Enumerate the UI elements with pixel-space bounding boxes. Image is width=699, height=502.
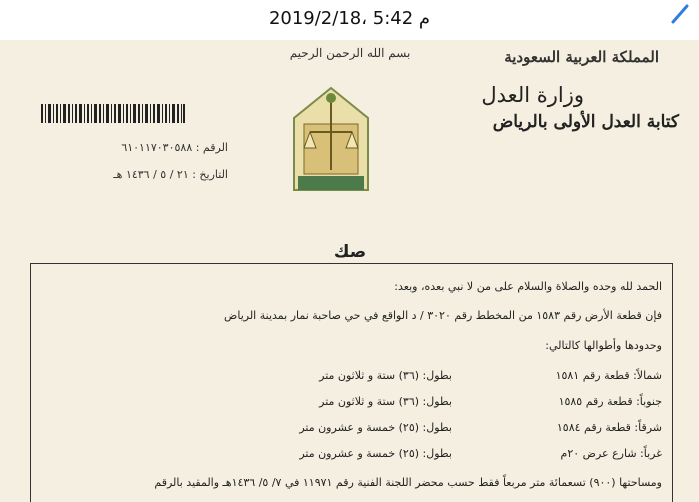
deed-intro: الحمد لله وحده والصلاة والسلام على من لا نبي بعده، وبعد: xyxy=(394,280,662,293)
bound-direction-west: غرباً: شارع عرض ٢٠م xyxy=(560,447,662,460)
deed-bounds-intro: وحدودها وأطوالها كالتالي: xyxy=(545,339,662,352)
bound-direction-south: جنوباً: قطعة رقم ١٥٨٥ xyxy=(558,395,662,408)
bound-direction-north: شمالاً: قطعة رقم ١٥٨١ xyxy=(555,369,662,382)
deed-area: ومساحتها (٩٠٠) تسعمائة متر مربعاً فقط حسب محضر اللجنة الفنية رقم ١١٩٧١ في ٧/ ٥/ ١٤٣٦هـ والمقيد بالرقم xyxy=(154,476,662,489)
reference-number: الرقم : ٦١٠١١٧٠٣٠٥٨٨ xyxy=(121,141,228,154)
deed-body-box xyxy=(30,263,673,502)
ministry-heading: وزارة العدل xyxy=(481,83,584,107)
status-bar xyxy=(0,0,699,41)
bound-length-west: بطول: (٢٥) خمسة و عشرون متر xyxy=(299,447,452,460)
office-heading: كتابة العدل الأولى بالرياض xyxy=(492,112,679,132)
bound-length-south: بطول: (٣٦) ستة و ثلاثون متر xyxy=(319,395,452,408)
deed-document xyxy=(0,40,699,502)
deed-parcel: فإن قطعة الأرض رقم ١٥٨٣ من المخطط رقم ٣٠٢٠ / د الواقع في حي صاحبة نمار بمدينة الرياض xyxy=(224,309,662,322)
kingdom-heading: المملكة العربية السعودية xyxy=(504,48,659,66)
deed-title: صك xyxy=(333,242,367,262)
basmala: بسم الله الرحمن الرحيم xyxy=(289,46,411,60)
bound-direction-east: شرقاً: قطعة رقم ١٥٨٤ xyxy=(556,421,662,434)
document-date: التاريخ : ٢١ / ٥ / ١٤٣٦ هـ xyxy=(113,168,228,181)
ministry-of-justice-emblem-icon xyxy=(272,78,390,196)
pencil-icon[interactable] xyxy=(669,2,693,26)
barcode-icon xyxy=(41,104,185,123)
bound-length-north: بطول: (٣٦) ستة و ثلاثون متر xyxy=(319,369,452,382)
status-datetime: 2019/2/18، 5:42 م xyxy=(268,8,431,29)
bound-length-east: بطول: (٢٥) خمسة و عشرون متر xyxy=(299,421,452,434)
